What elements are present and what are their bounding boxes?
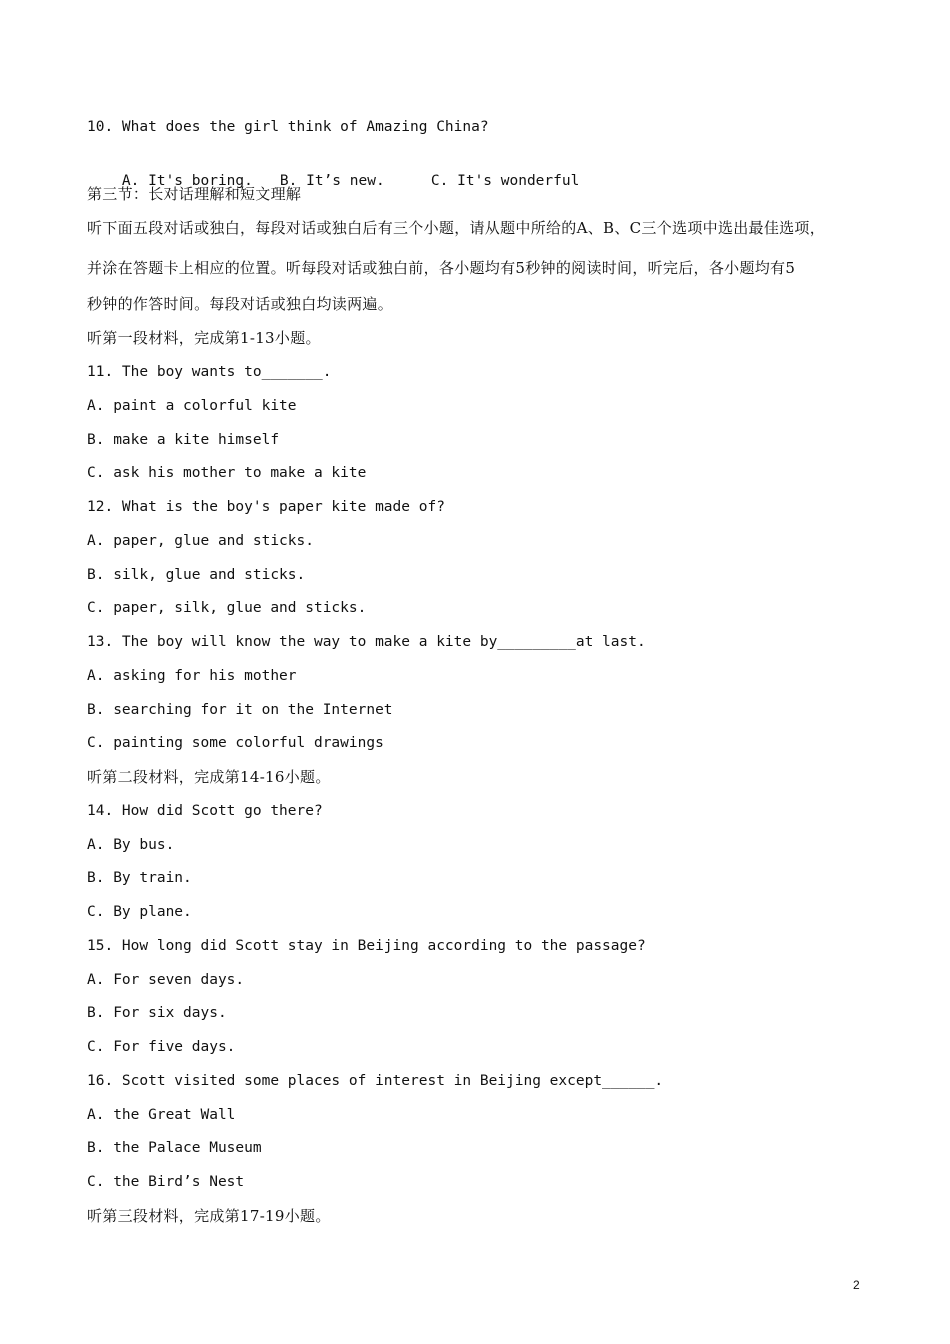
question-14-option-a: A. By bus. [87, 837, 175, 853]
instruction-line-1: 听下面五段对话或独白，每段对话或独白后有三个小题，请从题中所给的A、B、C三个选项中选出最佳选项， [87, 219, 826, 237]
part-1-header: 听第一段材料，完成第1-13小题。 [87, 329, 321, 347]
question-13-option-c: C. painting some colorful drawings [87, 735, 384, 751]
question-16-option-b: B. the Palace Museum [87, 1140, 262, 1156]
question-12: 12. What is the boy's paper kite made of? [87, 499, 445, 515]
question-12-option-b: B. silk, glue and sticks. [87, 567, 306, 583]
option-b: B. It’s new. [279, 173, 385, 189]
question-16: 16. Scott visited some places of interest in Beijing except______. [87, 1073, 664, 1089]
question-16-option-a: A. the Great Wall [87, 1107, 236, 1123]
question-14-option-c: C. By plane. [87, 904, 192, 920]
question-13: 13. The boy will know the way to make a kite by_________at last. [87, 634, 646, 650]
question-11-option-a: A. paint a colorful kite [87, 398, 297, 414]
section-title: 第三节：长对话理解和短文理解 [87, 185, 302, 203]
option-a: A. It's boring. [121, 173, 253, 189]
question-15: 15. How long did Scott stay in Beijing according to the passage? [87, 938, 646, 954]
option-c: C. It's wonderful [430, 173, 580, 189]
question-15-option-b: B. For six days. [87, 1005, 227, 1021]
question-11-option-b: B. make a kite himself [87, 432, 280, 448]
part-3-header: 听第三段材料，完成第17-19小题。 [87, 1207, 331, 1225]
instruction-line-3: 秒钟的作答时间。每段对话或独白均读两遍。 [87, 295, 394, 313]
page-number: 2 [853, 1278, 860, 1292]
question-14-option-b: B. By train. [87, 870, 192, 886]
question-15-option-a: A. For seven days. [87, 972, 245, 988]
part-2-header: 听第二段材料，完成第14-16小题。 [87, 768, 331, 786]
question-11: 11. The boy wants to_______. [87, 364, 332, 380]
question-12-option-a: A. paper, glue and sticks. [87, 533, 314, 549]
question-12-option-c: C. paper, silk, glue and sticks. [87, 600, 367, 616]
question-15-option-c: C. For five days. [87, 1039, 236, 1055]
question-11-option-c: C. ask his mother to make a kite [87, 465, 367, 481]
question-13-option-b: B. searching for it on the Internet [87, 702, 393, 718]
instruction-line-2: 并涂在答题卡上相应的位置。听每段对话或独白前，各小题均有5秒钟的阅读时间，听完后，各小题均有5 [87, 259, 796, 277]
question-16-option-c: C. the Bird’s Nest [87, 1174, 245, 1190]
question-14: 14. How did Scott go there? [87, 803, 323, 819]
question-10: 10. What does the girl think of Amazing China? [87, 119, 489, 135]
question-13-option-a: A. asking for his mother [87, 668, 297, 684]
